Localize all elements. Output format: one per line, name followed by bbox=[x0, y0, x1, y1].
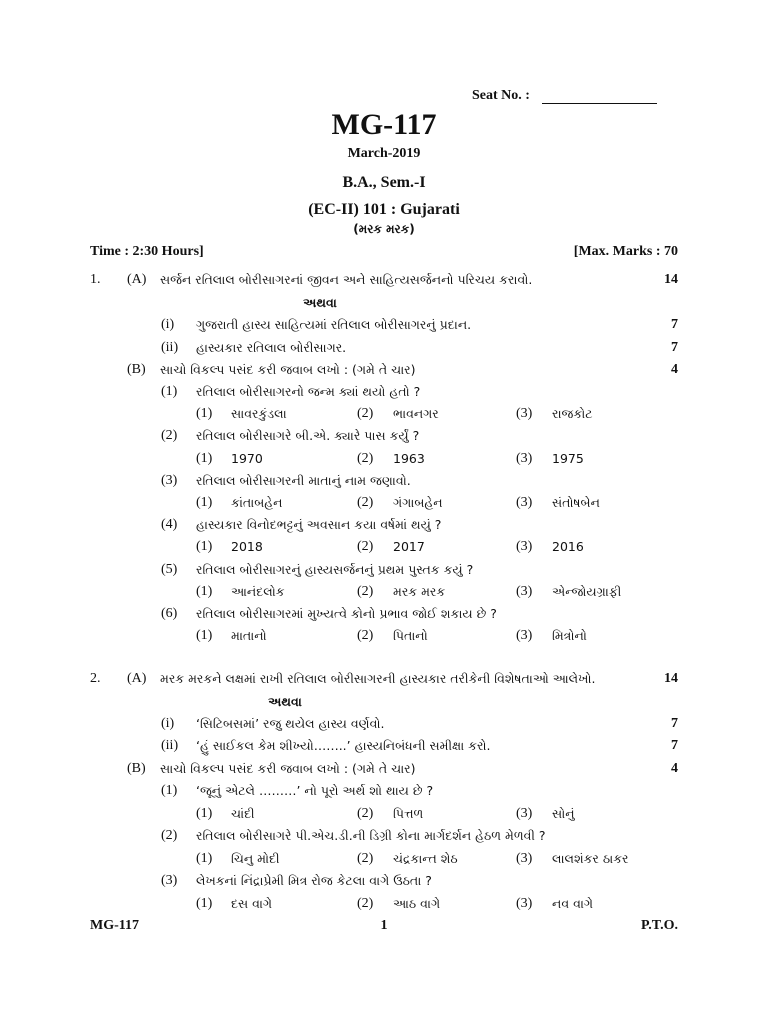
q2-or-label: અથવા bbox=[268, 694, 302, 709]
mcq-option-label: (3) bbox=[516, 850, 533, 866]
mcq-option-label: (1) bbox=[196, 495, 213, 510]
exam-date: March-2019 bbox=[347, 146, 421, 161]
mcq-option-label: (3) bbox=[516, 539, 533, 555]
seat-label: Seat No. : bbox=[472, 88, 530, 103]
mcq-option-label: (1) bbox=[196, 406, 213, 422]
q1a-label: (A) bbox=[127, 272, 147, 287]
mcq-number: (5) bbox=[161, 561, 178, 577]
mcq-option-text: ચાંદી bbox=[231, 805, 255, 821]
q2a-alt2-marks: 7 bbox=[671, 738, 678, 753]
q2a-alt1-label: (i) bbox=[161, 716, 175, 731]
mcq-option-text: મિત્રોનો bbox=[552, 628, 587, 644]
mcq-option-label: (1) bbox=[196, 805, 213, 821]
mcq-option-text: 1963 bbox=[393, 450, 425, 466]
mcq-number: (3) bbox=[161, 873, 178, 888]
mcq-number: (3) bbox=[161, 472, 178, 488]
mcq-option-label: (2) bbox=[357, 805, 374, 821]
max-marks: [Max. Marks : 70 bbox=[573, 244, 678, 259]
mcq-question: ‘જૂનું એટલે ………’ નો પૂરો અર્થ શો થાય છે ? bbox=[196, 783, 434, 798]
q1a-alt1-label: (i) bbox=[161, 317, 175, 332]
course-name: B.A., Sem.-I bbox=[342, 174, 426, 191]
mcq-option-label: (3) bbox=[516, 895, 533, 911]
q1a-alt2-label: (ii) bbox=[161, 340, 179, 355]
mcq-option-text: મરક મરક bbox=[393, 583, 446, 599]
mcq-option-label: (1) bbox=[196, 450, 213, 466]
mcq-option-label: (1) bbox=[196, 895, 213, 911]
mcq-option-label: (2) bbox=[357, 628, 374, 644]
mcq-number: (1) bbox=[161, 384, 178, 399]
q2-number: 2. bbox=[90, 671, 101, 686]
q1a-alt1-marks: 7 bbox=[671, 317, 678, 332]
mcq-question: રતિલાલ બોરીસાગરનો જન્મ ક્યાં થયો હતો ? bbox=[196, 384, 421, 399]
mcq-question: રતિલાલ બોરીસાગરે બી.એ. ક્યારે પાસ કર્યું ? bbox=[196, 428, 420, 444]
mcq-number: (6) bbox=[161, 606, 178, 621]
q1a-text: સર્જન રતિલાલ બોરીસાગરનાં જીવન અને સાહિત્યસર્જનનો પરિચય કરાવો. bbox=[160, 272, 533, 287]
q2a-marks: 14 bbox=[664, 671, 678, 686]
mcq-question: હાસ્યકાર વિનોદભટ્ટનું અવસાન કયા વર્ષમાં થયું ? bbox=[196, 517, 442, 533]
mcq-option-text: ચિનુ મોદી bbox=[231, 850, 280, 866]
mcq-option-text: ગંગાબહેન bbox=[393, 495, 443, 510]
page-number: 1 bbox=[380, 918, 388, 933]
q1a-marks: 14 bbox=[664, 272, 678, 287]
time-allowed: Time : 2:30 Hours] bbox=[90, 244, 204, 259]
mcq-option-text: ચંદ્રકાન્ત શેઠ bbox=[393, 850, 458, 866]
q2a-alt1-text: ‘સિટિબસમાં’ રજુ થયેલ હાસ્ય વર્ણવો. bbox=[196, 716, 385, 731]
mcq-number: (2) bbox=[161, 828, 178, 843]
mcq-option-label: (3) bbox=[516, 583, 533, 599]
paper-code: MG-117 bbox=[331, 108, 437, 141]
mcq-option-text: 2018 bbox=[231, 539, 263, 555]
seat-number-line bbox=[542, 103, 657, 104]
mcq-option-text: 2017 bbox=[393, 539, 425, 555]
mcq-option-text: દસ વાગે bbox=[231, 895, 273, 911]
mcq-option-text: કાંતાબહેન bbox=[231, 495, 283, 510]
mcq-option-text: ભાવનગર bbox=[393, 406, 439, 422]
mcq-number: (2) bbox=[161, 428, 178, 444]
mcq-option-text: પિત્તળ bbox=[393, 805, 424, 821]
mcq-option-text: લાલશંકર ઠાકર bbox=[552, 850, 629, 866]
mcq-option-text: નવ વાગે bbox=[552, 895, 594, 911]
mcq-option-label: (3) bbox=[516, 805, 533, 821]
mcq-question: રતિલાલ બોરીસાગરની માતાનું નામ જણાવો. bbox=[196, 472, 411, 488]
q1b-label: (B) bbox=[127, 362, 146, 377]
mcq-option-text: માતાનો bbox=[231, 628, 267, 644]
q2a-text: મરક મરકને લક્ષમાં રાખી રતિલાલ બોરીસાગરની હાસ્યકાર તરીકેની વિશેષતાઓ આલેખો. bbox=[160, 671, 596, 686]
q1a-alt2-text: હાસ્યકાર રતિલાલ બોરીસાગર. bbox=[196, 340, 347, 355]
mcq-option-text: 2016 bbox=[552, 539, 584, 555]
mcq-question: લેખકનાં નિંદ્રાપ્રેમી મિત્ર રોજ કેટલા વાગે ઉઠતા ? bbox=[196, 873, 432, 888]
mcq-question: રતિલાલ બોરીસાગરે પી.એચ.ડી.ની ડિગ્રી કોના માર્ગદર્શન હેઠળ મેળવી ? bbox=[196, 828, 546, 843]
mcq-question: રતિલાલ બોરીસાગરનું હાસ્યસર્જનનું પ્રથમ પુસ્તક કયું ? bbox=[196, 561, 474, 577]
pto-label: P.T.O. bbox=[641, 918, 678, 933]
mcq-option-text: આઠ વાગે bbox=[393, 895, 441, 911]
mcq-option-text: એન્જોયગ્રાફી bbox=[552, 583, 622, 599]
mcq-option-label: (2) bbox=[357, 450, 374, 466]
mcq-option-label: (2) bbox=[357, 583, 374, 599]
mcq-option-label: (1) bbox=[196, 583, 213, 599]
mcq-option-label: (3) bbox=[516, 628, 533, 644]
q2a-alt2-text: ‘હું સાઈકલ કેમ શીખ્યો……..’ હાસ્યનિબંધની સમીક્ષા કરો. bbox=[196, 738, 491, 753]
q1a-alt1-text: ગુજરાતી હાસ્ય સાહિત્યમાં રતિલાલ બોરીસાગરનું પ્રદાન. bbox=[196, 317, 472, 332]
q2a-label: (A) bbox=[127, 671, 147, 686]
mcq-option-label: (3) bbox=[516, 495, 533, 510]
q1b-text: સાચો વિકલ્પ પસંદ કરી જવાબ લખો : (ગમે તે ચાર) bbox=[160, 362, 416, 377]
mcq-option-label: (2) bbox=[357, 406, 374, 422]
mcq-option-text: 1975 bbox=[552, 450, 584, 466]
q2b-text: સાચો વિકલ્પ પસંદ કરી જવાબ લખો : (ગમે તે ચાર) bbox=[160, 761, 416, 776]
mcq-option-label: (3) bbox=[516, 406, 533, 422]
q2a-alt1-marks: 7 bbox=[671, 716, 678, 731]
mcq-option-text: 1970 bbox=[231, 450, 263, 466]
mcq-option-text: આનંદલોક bbox=[231, 583, 285, 599]
paper-title: (EC-II) 101 : Gujarati bbox=[308, 201, 460, 218]
footer-code: MG-117 bbox=[90, 918, 139, 933]
mcq-option-label: (2) bbox=[357, 495, 374, 510]
q2a-alt2-label: (ii) bbox=[161, 738, 179, 753]
mcq-number: (4) bbox=[161, 517, 178, 533]
mcq-option-label: (1) bbox=[196, 850, 213, 866]
mcq-option-label: (1) bbox=[196, 628, 213, 644]
q1-or-label: અથવા bbox=[303, 295, 337, 310]
mcq-option-label: (1) bbox=[196, 539, 213, 555]
q1b-marks: 4 bbox=[671, 362, 678, 377]
mcq-option-label: (3) bbox=[516, 450, 533, 466]
mcq-question: રતિલાલ બોરીસાગરમાં મુખ્યત્વે કોનો પ્રભાવ જોઈ શકાય છે ? bbox=[196, 606, 497, 621]
mcq-option-text: પિતાનો bbox=[393, 628, 428, 644]
mcq-option-text: સાવરકુંડલા bbox=[231, 406, 287, 422]
paper-subtitle: (મરક મરક) bbox=[353, 222, 415, 236]
mcq-option-text: સંતોષબેન bbox=[552, 495, 600, 510]
mcq-option-text: સોનું bbox=[552, 805, 575, 821]
mcq-number: (1) bbox=[161, 783, 178, 798]
mcq-option-label: (2) bbox=[357, 539, 374, 555]
mcq-option-text: રાજકોટ bbox=[552, 406, 593, 422]
q1a-alt2-marks: 7 bbox=[671, 340, 678, 355]
q1-number: 1. bbox=[90, 272, 101, 287]
q2b-marks: 4 bbox=[671, 761, 678, 776]
q2b-label: (B) bbox=[127, 761, 146, 776]
mcq-option-label: (2) bbox=[357, 895, 374, 911]
mcq-option-label: (2) bbox=[357, 850, 374, 866]
